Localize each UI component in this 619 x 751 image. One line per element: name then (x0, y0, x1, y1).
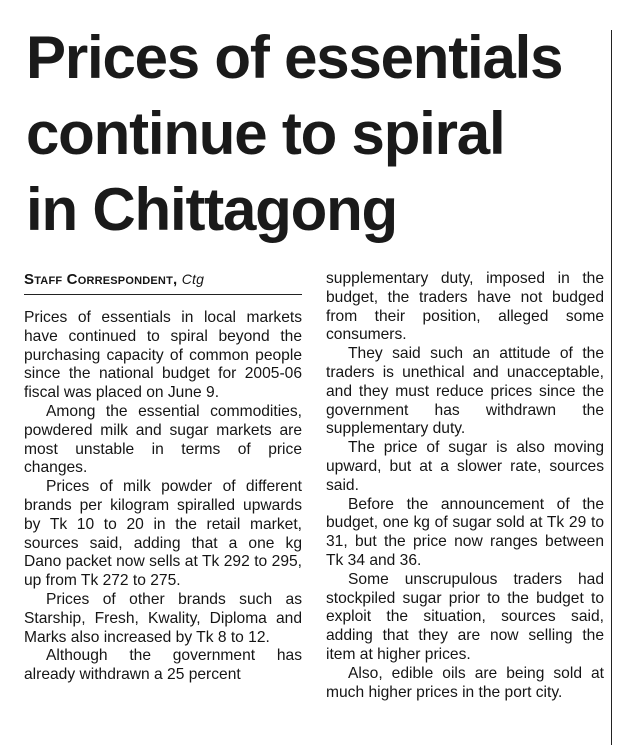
headline (26, 20, 606, 248)
paragraph: Prices of milk powder of different brands per kilogram spiralled upwards by Tk 10 to 20 in the retail market, sources said, adding that a one kg Dano packet now sells at Tk 292 to 295, up from Tk 272 to 275. (24, 478, 302, 590)
paragraph: The price of sugar is also moving upward, but at a slower rate, sources said. (326, 439, 604, 494)
paragraph: supplementary duty, imposed in the budget, the traders have not budged from their position, alleged some consumers. (326, 270, 604, 344)
paragraph: Some unscrupulous traders had stockpiled sugar prior to the budget to exploit the situation, sources said, adding that they are now selling the item at higher prices. (326, 570, 604, 663)
byline (24, 270, 302, 295)
paragraph: Among the essential commodities, powdered milk and sugar markets are most unstable in terms of price changes. (24, 402, 302, 477)
paragraph: Also, edible oils are being sold at much higher prices in the port city. (326, 664, 604, 701)
byline-separator: , (173, 271, 178, 288)
headline-line: Prices of essentials (26, 24, 563, 91)
paragraph: Prices of other brands such as Starship, Fresh, Kwality, Diploma and Marks also increased by Tk 8 to 12. (24, 590, 302, 646)
byline-location: Ctg (181, 271, 205, 287)
paragraph: Although the government has already withdrawn a 25 percent (24, 647, 302, 684)
column-rule (611, 30, 612, 745)
paragraph: Prices of essentials in local markets have continued to spiral beyond the purchasing capacity of common people since the national budget for 2005-06 fiscal was placed on June 9. (24, 309, 302, 402)
headline-line: in Chittagong (26, 176, 397, 243)
paragraph: Before the announcement of the budget, one kg of sugar sold at Tk 29 to 31, but the price now ranges between Tk 34 and 36. (326, 495, 604, 569)
paragraph: They said such an attitude of the traders is unethical and unacceptable, and they must reduce prices since the government has withdrawn the supplementary duty. (326, 345, 604, 438)
right-column (326, 270, 604, 702)
left-column (24, 270, 302, 685)
byline-author: Staff Correspondent (24, 271, 173, 288)
headline-line: continue to spiral (26, 100, 505, 167)
